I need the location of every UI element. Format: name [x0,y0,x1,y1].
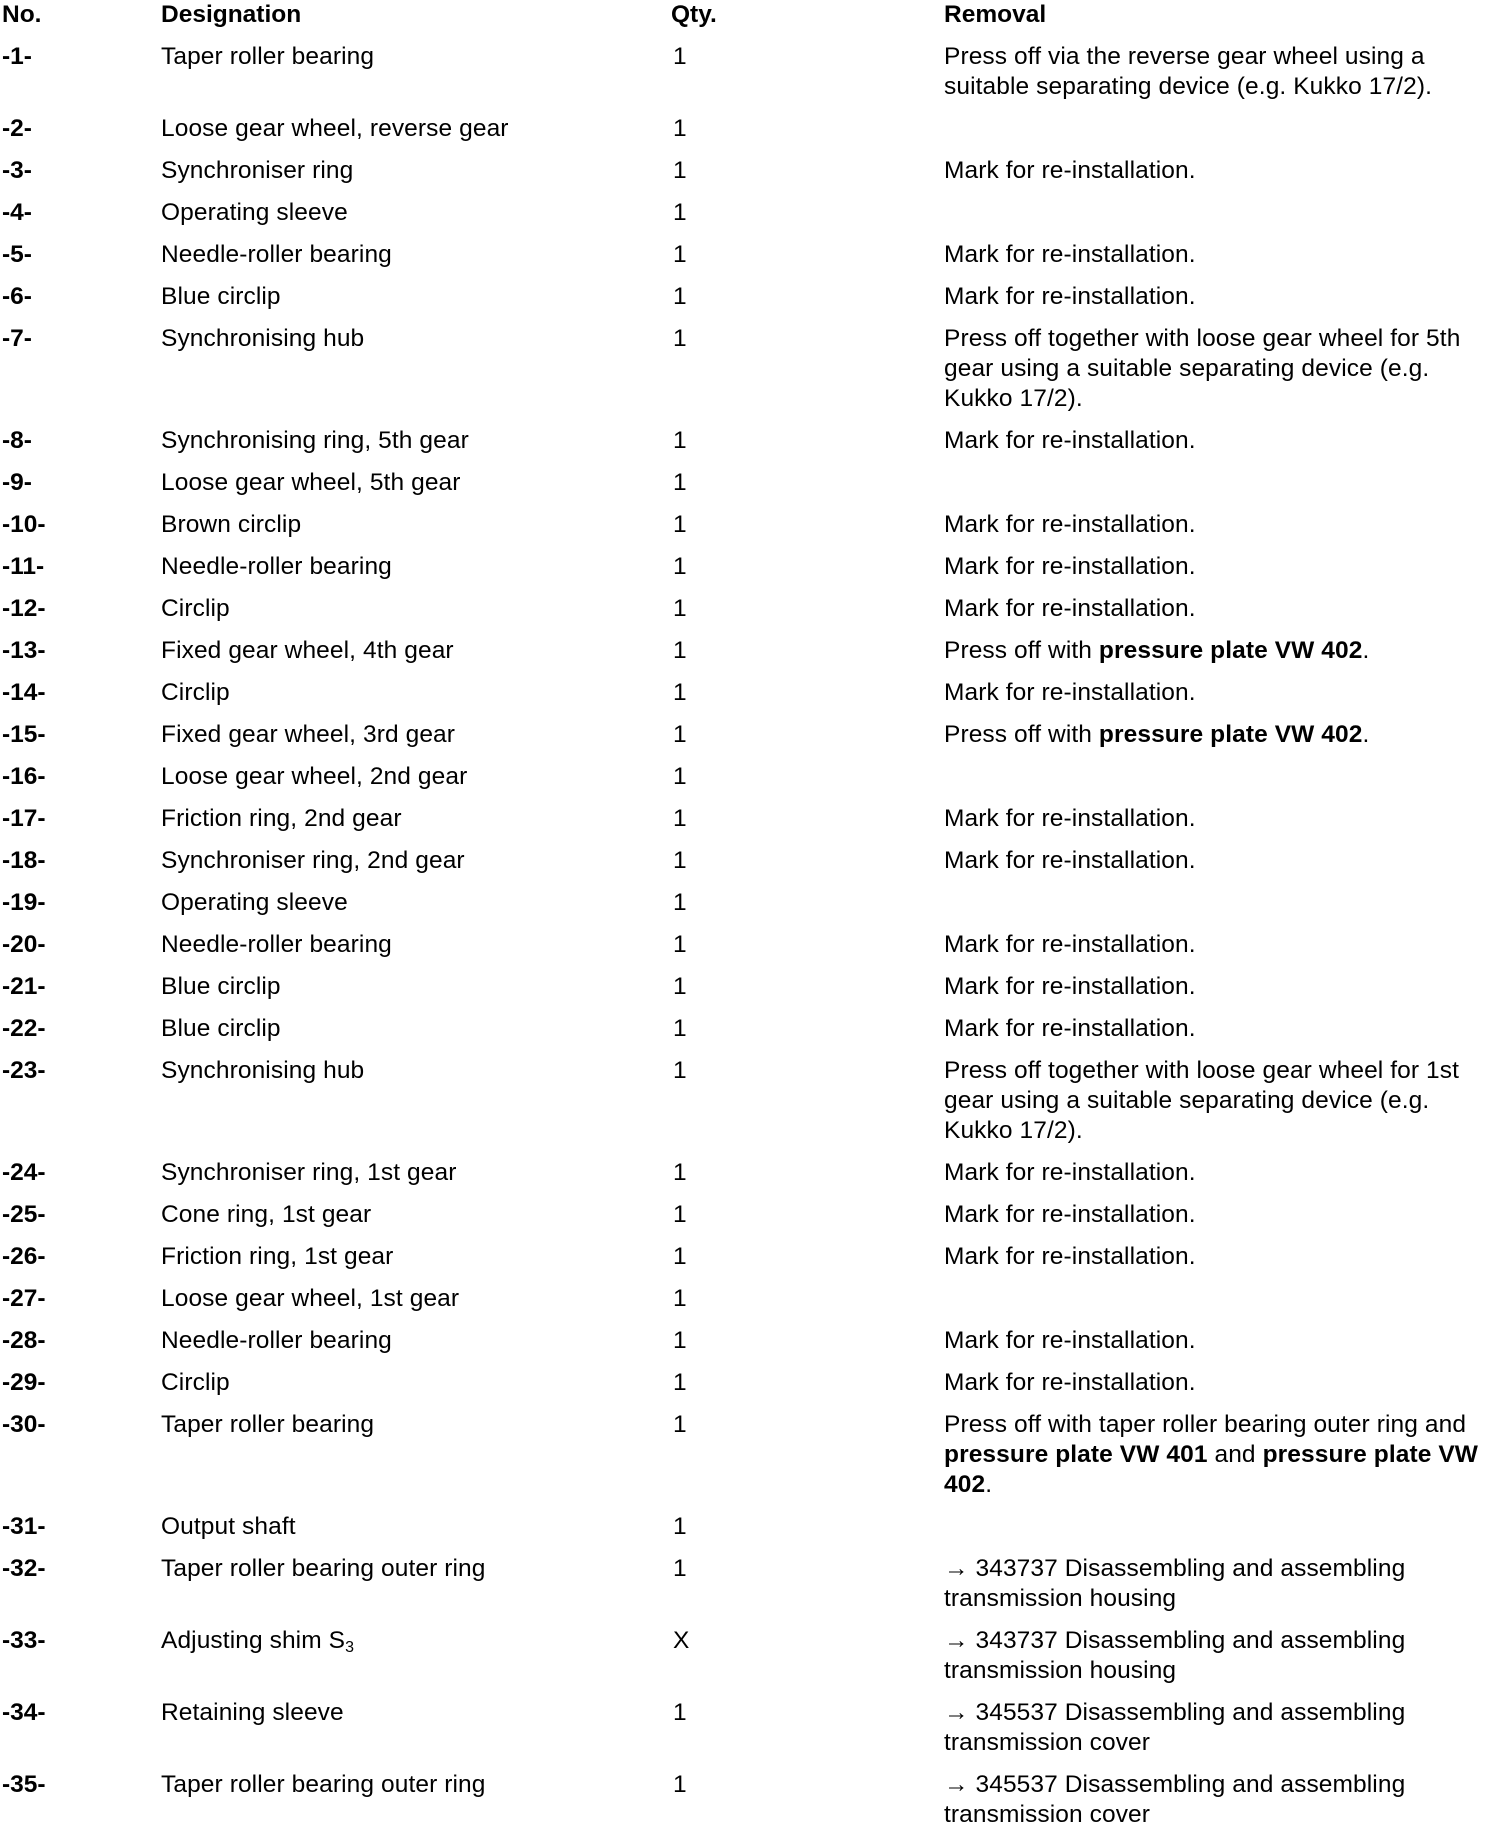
designation-text: Synchroniser ring, 2nd gear [161,847,465,874]
part-number: -18- [2,847,46,874]
part-designation [161,282,671,324]
part-designation [161,552,671,594]
removal-text: Press off via the reverse gear wheel using a suitable separating device (e.g. Kukko 17/2). [944,43,1432,100]
part-quantity: 1 [673,1699,687,1726]
part-number: -12- [2,595,46,622]
removal-text: Press off with [944,637,1099,664]
removal-text: Press off together with loose gear wheel for 1st gear using a suitable separating device (e.g. Kukko 17/2). [944,1057,1460,1144]
part-number: -28- [2,1327,46,1354]
part-designation [161,198,671,240]
table-body [2,42,1502,1842]
removal-note [944,1368,1502,1410]
header-qty: Qty. [671,1,717,28]
part-quantity: 1 [673,553,687,580]
part-number: -34- [2,1699,46,1726]
table-row [2,1770,1502,1842]
part-designation [161,1014,671,1056]
part-designation [161,1770,671,1842]
part-designation [161,1512,671,1554]
part-designation [161,888,671,930]
removal-tool-reference: pressure plate VW 402 [1098,721,1363,748]
part-designation [161,1284,671,1326]
part-quantity: 1 [673,931,687,958]
parts-table [2,0,1502,1842]
header-designation: Designation [161,1,302,28]
removal-note [944,804,1502,846]
part-designation [161,324,671,426]
part-designation [161,762,671,804]
removal-text: Press off with [944,721,1099,748]
designation-text: Output shaft [161,1513,296,1540]
part-number: -32- [2,1555,46,1582]
part-quantity: 1 [673,1057,687,1084]
table-row [2,1242,1502,1284]
designation-text: Blue circlip [161,1015,281,1042]
removal-text: . [1362,721,1370,748]
removal-tool-reference: pressure plate VW 402 [1098,637,1363,664]
removal-note [944,1410,1502,1512]
removal-note [944,1242,1502,1284]
part-designation [161,678,671,720]
designation-text: Cone ring, 1st gear [161,1201,372,1228]
table-row [2,678,1502,720]
designation-text: Brown circlip [161,511,302,538]
part-number: -25- [2,1201,46,1228]
part-number: -30- [2,1411,46,1438]
part-designation [161,846,671,888]
removal-text: Mark for re-installation. [944,679,1196,706]
table-row [2,1284,1502,1326]
table-header [2,0,1502,42]
table-row [2,510,1502,552]
removal-text: Mark for re-installation. [944,847,1196,874]
removal-text: Press off with taper roller bearing outer ring and [944,1411,1467,1438]
removal-note [944,930,1502,972]
removal-note [944,678,1502,720]
part-quantity: 1 [673,1159,687,1186]
designation-text: Needle-roller bearing [161,1327,392,1354]
table-row [2,930,1502,972]
removal-text: . [985,1471,993,1498]
part-designation [161,1200,671,1242]
removal-note [944,594,1502,636]
table-row [2,1158,1502,1200]
part-number: -2- [2,115,32,142]
part-number: -21- [2,973,46,1000]
removal-text: Mark for re-installation. [944,1369,1196,1396]
removal-note [944,1014,1502,1056]
removal-tool-reference: pressure plate VW 401 [944,1441,1208,1468]
part-number: -4- [2,199,32,226]
part-designation [161,1410,671,1512]
designation-text: Taper roller bearing [161,43,375,70]
part-designation [161,426,671,468]
part-number: -19- [2,889,46,916]
designation-text: Friction ring, 1st gear [161,1243,394,1270]
table-row [2,198,1502,240]
designation-text: Circlip [161,1369,230,1396]
part-number: -15- [2,721,46,748]
part-quantity: 1 [673,1411,687,1438]
part-designation [161,1626,671,1698]
part-number: -13- [2,637,46,664]
part-quantity: 1 [673,973,687,1000]
part-designation [161,972,671,1014]
removal-note [944,114,1502,156]
removal-note [944,1770,1502,1842]
part-number: -22- [2,1015,46,1042]
table-row [2,42,1502,114]
removal-note [944,240,1502,282]
designation-text: Loose gear wheel, 5th gear [161,469,461,496]
designation-text: Circlip [161,679,230,706]
part-quantity: 1 [673,847,687,874]
removal-text: Mark for re-installation. [944,157,1196,184]
removal-text: → 343737 Disassembling and assembling transmission housing [944,1627,1406,1684]
part-designation [161,468,671,510]
part-quantity: 1 [673,637,687,664]
removal-text: Mark for re-installation. [944,511,1196,538]
part-quantity: 1 [673,1327,687,1354]
removal-text: Mark for re-installation. [944,931,1196,958]
part-designation [161,720,671,762]
part-quantity: 1 [673,199,687,226]
designation-text: Adjusting shim S [161,1627,346,1654]
part-designation [161,114,671,156]
part-quantity: 1 [673,325,687,352]
table-row [2,762,1502,804]
removal-text: Mark for re-installation. [944,595,1196,622]
designation-text: Taper roller bearing outer ring [161,1771,486,1798]
part-quantity: 1 [673,427,687,454]
table-row [2,1410,1502,1512]
part-quantity: 1 [673,1513,687,1540]
part-number: -29- [2,1369,46,1396]
part-number: -5- [2,241,32,268]
removal-note [944,1698,1502,1770]
table-row [2,1368,1502,1410]
designation-text: Needle-roller bearing [161,931,392,958]
removal-text: Mark for re-installation. [944,973,1196,1000]
removal-note [944,1284,1502,1326]
removal-note [944,324,1502,426]
part-designation [161,594,671,636]
removal-text: → 345537 Disassembling and assembling transmission cover [944,1771,1406,1828]
part-designation [161,240,671,282]
part-number: -24- [2,1159,46,1186]
part-number: -35- [2,1771,46,1798]
part-quantity: 1 [673,679,687,706]
part-quantity: 1 [673,283,687,310]
part-number: -14- [2,679,46,706]
part-designation [161,510,671,552]
part-quantity: 1 [673,469,687,496]
removal-note [944,510,1502,552]
designation-text: Synchroniser ring [161,157,354,184]
designation-text: Synchroniser ring, 1st gear [161,1159,457,1186]
part-quantity: 1 [673,1555,687,1582]
part-quantity: 1 [673,1243,687,1270]
part-quantity: 1 [673,889,687,916]
removal-tool-reference: pressure plate VW 402 [944,1441,1479,1498]
part-number: -27- [2,1285,46,1312]
part-designation [161,636,671,678]
table-row [2,1698,1502,1770]
removal-text: Mark for re-installation. [944,553,1196,580]
removal-note [944,972,1502,1014]
part-designation [161,804,671,846]
part-designation [161,42,671,114]
removal-text: Mark for re-installation. [944,283,1196,310]
table-row [2,426,1502,468]
table-row [2,972,1502,1014]
designation-text: Loose gear wheel, 1st gear [161,1285,460,1312]
part-quantity: 1 [673,115,687,142]
removal-note [944,1554,1502,1626]
removal-note [944,426,1502,468]
removal-note [944,1326,1502,1368]
part-designation [161,1698,671,1770]
designation-text: Taper roller bearing outer ring [161,1555,486,1582]
part-quantity: 1 [673,511,687,538]
designation-text: Synchronising hub [161,1057,365,1084]
part-quantity: 1 [673,1771,687,1798]
designation-text: Fixed gear wheel, 3rd gear [161,721,456,748]
removal-note [944,846,1502,888]
removal-note [944,198,1502,240]
header-row [2,0,1502,42]
designation-text: Retaining sleeve [161,1699,344,1726]
designation-text: Blue circlip [161,973,281,1000]
removal-text: Press off together with loose gear wheel for 5th gear using a suitable separating device (e.g. Kukko 17/2). [944,325,1461,412]
removal-text: → 343737 Disassembling and assembling transmission housing [944,1555,1406,1612]
removal-text: . [1362,637,1370,664]
part-quantity: 1 [673,157,687,184]
removal-note [944,468,1502,510]
removal-text: Mark for re-installation. [944,427,1196,454]
part-designation [161,1158,671,1200]
table-row [2,468,1502,510]
table-row [2,324,1502,426]
part-quantity: 1 [673,1015,687,1042]
removal-note [944,888,1502,930]
table-row [2,156,1502,198]
part-quantity: 1 [673,595,687,622]
part-number: -1- [2,43,32,70]
table-row [2,1626,1502,1698]
table-row [2,1326,1502,1368]
removal-note [944,1056,1502,1158]
removal-note [944,282,1502,324]
part-number: -7- [2,325,32,352]
removal-note [944,156,1502,198]
part-number: -3- [2,157,32,184]
part-quantity: 1 [673,1285,687,1312]
header-no: No. [2,1,42,28]
part-number: -20- [2,931,46,958]
part-quantity: 1 [673,721,687,748]
removal-note [944,1626,1502,1698]
table-row [2,636,1502,678]
table-row [2,594,1502,636]
part-number: -33- [2,1627,46,1654]
designation-text: Needle-roller bearing [161,241,392,268]
table-row [2,720,1502,762]
table-row [2,804,1502,846]
designation-text: Loose gear wheel, 2nd gear [161,763,468,790]
table-row [2,114,1502,156]
removal-text: Mark for re-installation. [944,1201,1196,1228]
table-row [2,846,1502,888]
removal-note [944,42,1502,114]
part-number: -16- [2,763,46,790]
part-quantity: 1 [673,1369,687,1396]
table-row [2,1512,1502,1554]
table-row [2,282,1502,324]
part-number: -9- [2,469,32,496]
part-designation [161,1242,671,1284]
table-row [2,1056,1502,1158]
removal-text: and [1207,1441,1263,1468]
removal-note [944,552,1502,594]
table-row [2,552,1502,594]
part-quantity: 1 [673,43,687,70]
removal-note [944,720,1502,762]
designation-text: Taper roller bearing [161,1411,375,1438]
removal-text: Mark for re-installation. [944,1015,1196,1042]
removal-text: Mark for re-installation. [944,241,1196,268]
header-removal: Removal [944,1,1047,28]
designation-text: Circlip [161,595,230,622]
part-number: -8- [2,427,32,454]
part-quantity: 1 [673,763,687,790]
removal-note [944,1512,1502,1554]
part-quantity: 1 [673,241,687,268]
table-row [2,1014,1502,1056]
table-row [2,1200,1502,1242]
removal-text: Mark for re-installation. [944,1243,1196,1270]
designation-text: Loose gear wheel, reverse gear [161,115,509,142]
table-row [2,888,1502,930]
removal-text: Mark for re-installation. [944,805,1196,832]
table-row [2,240,1502,282]
removal-note [944,1158,1502,1200]
part-designation [161,930,671,972]
part-designation [161,1326,671,1368]
part-quantity: 1 [673,805,687,832]
part-number: -11- [2,553,45,580]
part-quantity: 1 [673,1201,687,1228]
designation-text: Fixed gear wheel, 4th gear [161,637,454,664]
part-designation [161,156,671,198]
part-designation [161,1554,671,1626]
removal-text: Mark for re-installation. [944,1159,1196,1186]
part-number: -6- [2,283,32,310]
designation-text: Operating sleeve [161,889,348,916]
removal-note [944,1200,1502,1242]
part-quantity: X [673,1627,690,1654]
designation-text: Operating sleeve [161,199,348,226]
table-row [2,1554,1502,1626]
part-number: -17- [2,805,46,832]
part-number: -23- [2,1057,46,1084]
removal-note [944,636,1502,678]
part-designation [161,1056,671,1158]
part-number: -31- [2,1513,46,1540]
designation-text: Needle-roller bearing [161,553,392,580]
designation-text: Blue circlip [161,283,281,310]
part-number: -26- [2,1243,46,1270]
part-number: -10- [2,511,46,538]
designation-text: Friction ring, 2nd gear [161,805,402,832]
designation-subscript: 3 [345,1639,355,1656]
removal-note [944,762,1502,804]
designation-text: Synchronising ring, 5th gear [161,427,469,454]
removal-text: Mark for re-installation. [944,1327,1196,1354]
designation-text: Synchronising hub [161,325,365,352]
removal-text: → 345537 Disassembling and assembling transmission cover [944,1699,1406,1756]
part-designation [161,1368,671,1410]
